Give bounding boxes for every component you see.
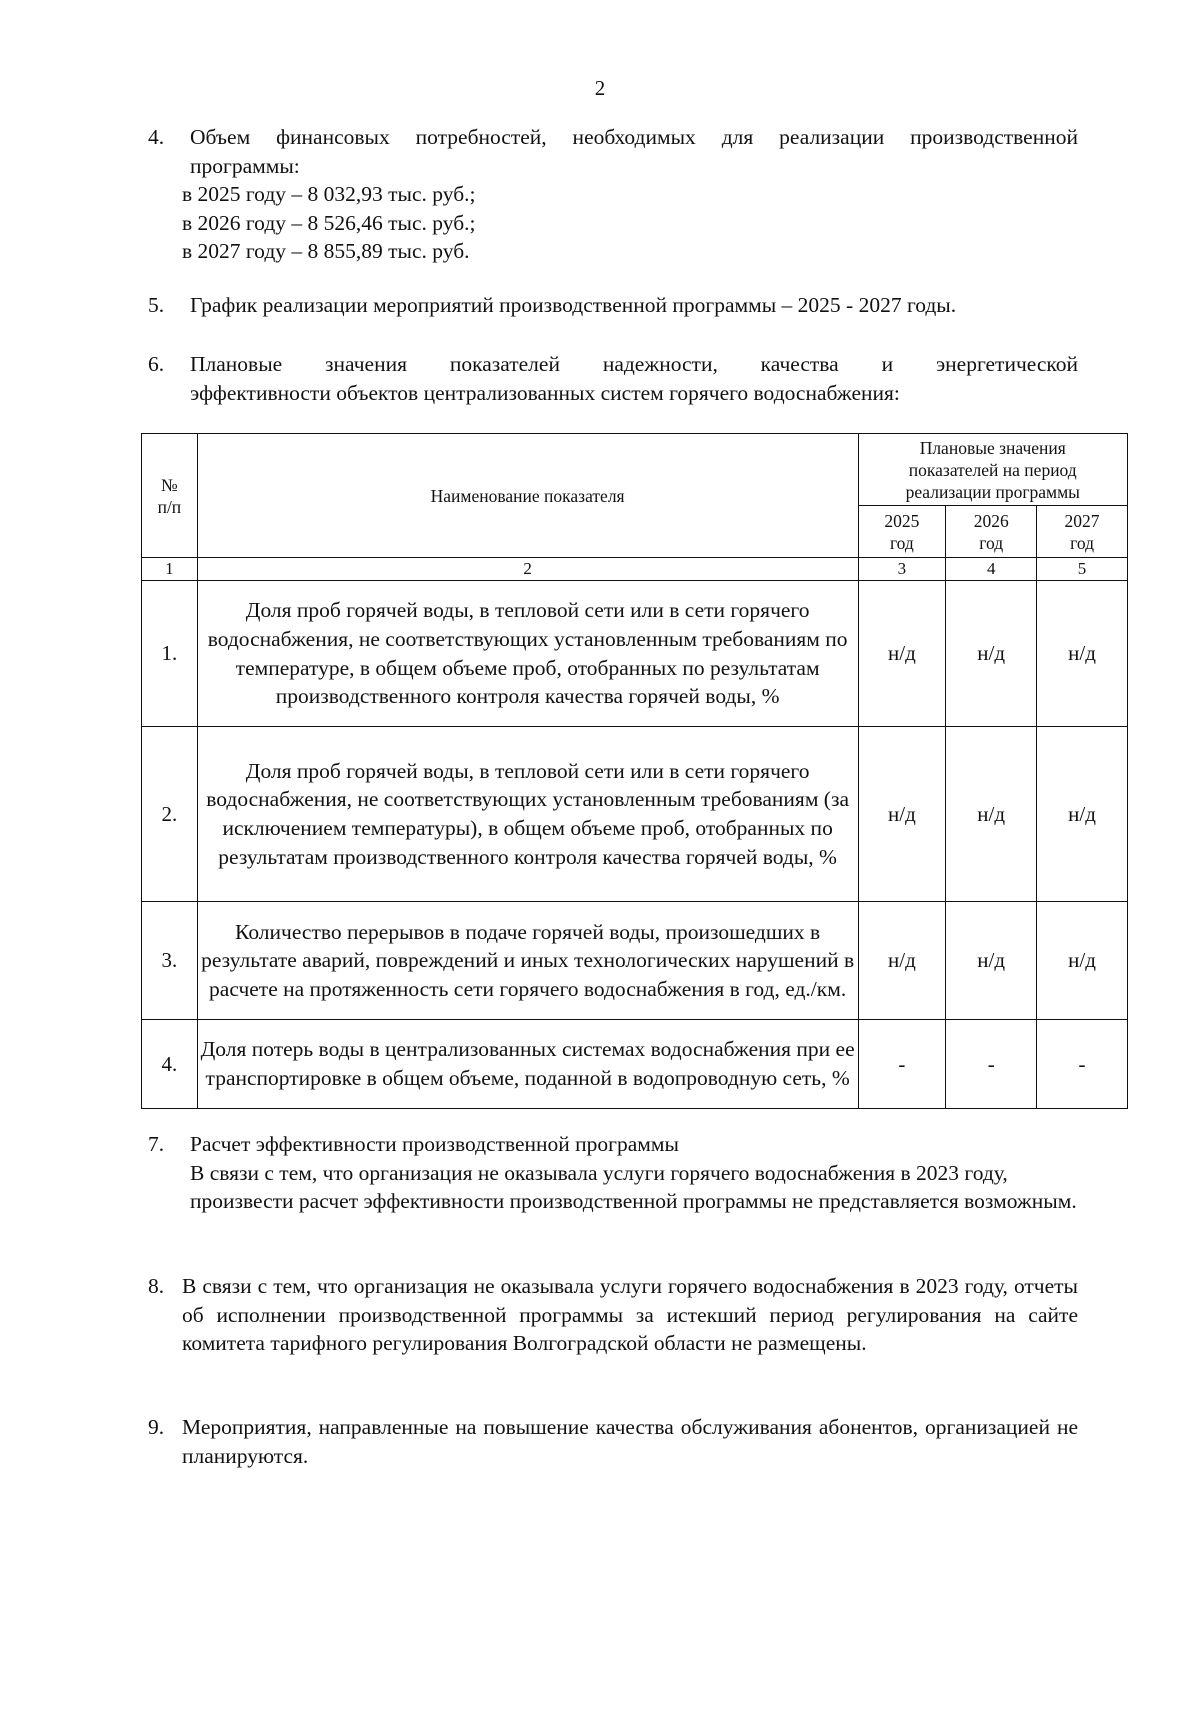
indicator-name: Доля проб горячей воды, в тепловой сети или в сети горячего водоснабжения, не соответствующих установленным требованиям по температуре, в общем объеме проб, отобранных по результатам производственного контроля качества горячей воды, %	[197, 581, 858, 727]
row-number: 1.	[142, 581, 198, 727]
table-row	[142, 727, 1128, 902]
column-number-1: 1	[142, 558, 198, 581]
financial-need-2027: в 2027 году – 8 855,89 тыс. руб.	[182, 239, 470, 263]
financial-need-2025: в 2025 году – 8 032,93 тыс. руб.;	[182, 182, 476, 206]
header-year-2027: 2027 год	[1037, 506, 1128, 558]
page-number: 2	[594, 76, 606, 100]
header-planned-line-2: показателей на период	[908, 459, 1077, 480]
header-row-number: № п/п	[142, 434, 198, 558]
value-2027: н/д	[1037, 581, 1128, 727]
value-2025: н/д	[858, 581, 946, 727]
value-2026: -	[946, 1020, 1037, 1109]
value-2025: н/д	[858, 727, 946, 902]
item-6	[148, 350, 1078, 407]
header-indicator-name: Наименование показателя	[197, 434, 858, 558]
item-4-line-2: программы:	[190, 153, 300, 178]
header-year-2026: 2026 год	[946, 506, 1037, 558]
value-2025: н/д	[858, 902, 946, 1020]
value-2026: н/д	[946, 902, 1037, 1020]
item-4-line-1: Объем финансовых потребностей, необходимых для реализации производственной	[190, 125, 1078, 149]
indicator-name: Доля потерь воды в централизованных системах водоснабжения при ее транспортировке в общем объеме, поданной в водопроводную сеть, %	[197, 1020, 858, 1109]
item-9-text: Мероприятия, направленные на повышение качества обслуживания абонентов, организацией не планируются.	[182, 1415, 1078, 1468]
item-7	[148, 1130, 1078, 1216]
item-number: 5.	[148, 293, 165, 317]
header-planned-line-1: Плановые значения	[919, 437, 1066, 458]
header-planned-line-3: реализации программы	[905, 481, 1080, 502]
item-5-text: График реализации мероприятий производственной программы – 2025 - 2027 годы.	[190, 293, 957, 317]
column-number-2: 2	[197, 558, 858, 581]
column-number-4: 4	[946, 558, 1037, 581]
column-number-3: 3	[858, 558, 946, 581]
table-row	[142, 902, 1128, 1020]
item-number: 4.	[148, 125, 165, 149]
indicators-table	[141, 433, 1128, 1109]
item-8-text: В связи с тем, что организация не оказывала услуги горячего водоснабжения в 2023 году, отчеты об исполнении производственной программы за истекший период регулирования на сайте комитета тарифного регулирования Волгоградской области не размещены.	[182, 1274, 1078, 1355]
value-2025: -	[858, 1020, 946, 1109]
item-number: 7.	[148, 1132, 165, 1156]
header-year-2025: 2025 год	[858, 506, 946, 558]
value-2027: -	[1037, 1020, 1128, 1109]
financial-need-2026: в 2026 году – 8 526,46 тыс. руб.;	[182, 210, 476, 235]
header-planned-values	[858, 434, 1127, 506]
item-number: 9.	[148, 1415, 165, 1439]
row-number: 2.	[142, 727, 198, 902]
item-5	[148, 291, 1078, 320]
value-2027: н/д	[1037, 902, 1128, 1020]
indicator-name: Доля проб горячей воды, в тепловой сети или в сети горячего водоснабжения, не соответствующих установленным требованиям (за исключением температуры), в общем объеме проб, отобранных по результатам производственного контроля качества горячей воды, %	[197, 727, 858, 902]
item-7-text: В связи с тем, что организация не оказывала услуги горячего водоснабжения в 2023 году, произвести расчет эффективности производственной программы не представляется возможным.	[190, 1160, 1077, 1213]
item-9	[148, 1413, 1078, 1470]
table-row	[142, 1020, 1128, 1109]
indicator-name: Количество перерывов в подаче горячей воды, произошедших в результате аварий, повреждений и иных технологических нарушений в расчете на протяженность сети горячего водоснабжения в год, ед./км.	[197, 902, 858, 1020]
value-2027: н/д	[1037, 727, 1128, 902]
item-number: 6.	[148, 352, 165, 376]
row-number: 3.	[142, 902, 198, 1020]
column-number-5: 5	[1037, 558, 1128, 581]
item-6-line-1: Плановые значения показателей надежности, качества и энергетической	[190, 352, 1078, 376]
row-number: 4.	[142, 1020, 198, 1109]
value-2026: н/д	[946, 727, 1037, 902]
item-7-heading: Расчет эффективности производственной программы	[190, 1132, 679, 1156]
item-4	[148, 123, 1078, 266]
item-number: 8.	[148, 1274, 165, 1298]
table-row	[142, 581, 1128, 727]
item-6-line-2: эффективности объектов централизованных систем горячего водоснабжения:	[190, 380, 900, 405]
value-2026: н/д	[946, 581, 1037, 727]
item-8	[148, 1272, 1078, 1358]
